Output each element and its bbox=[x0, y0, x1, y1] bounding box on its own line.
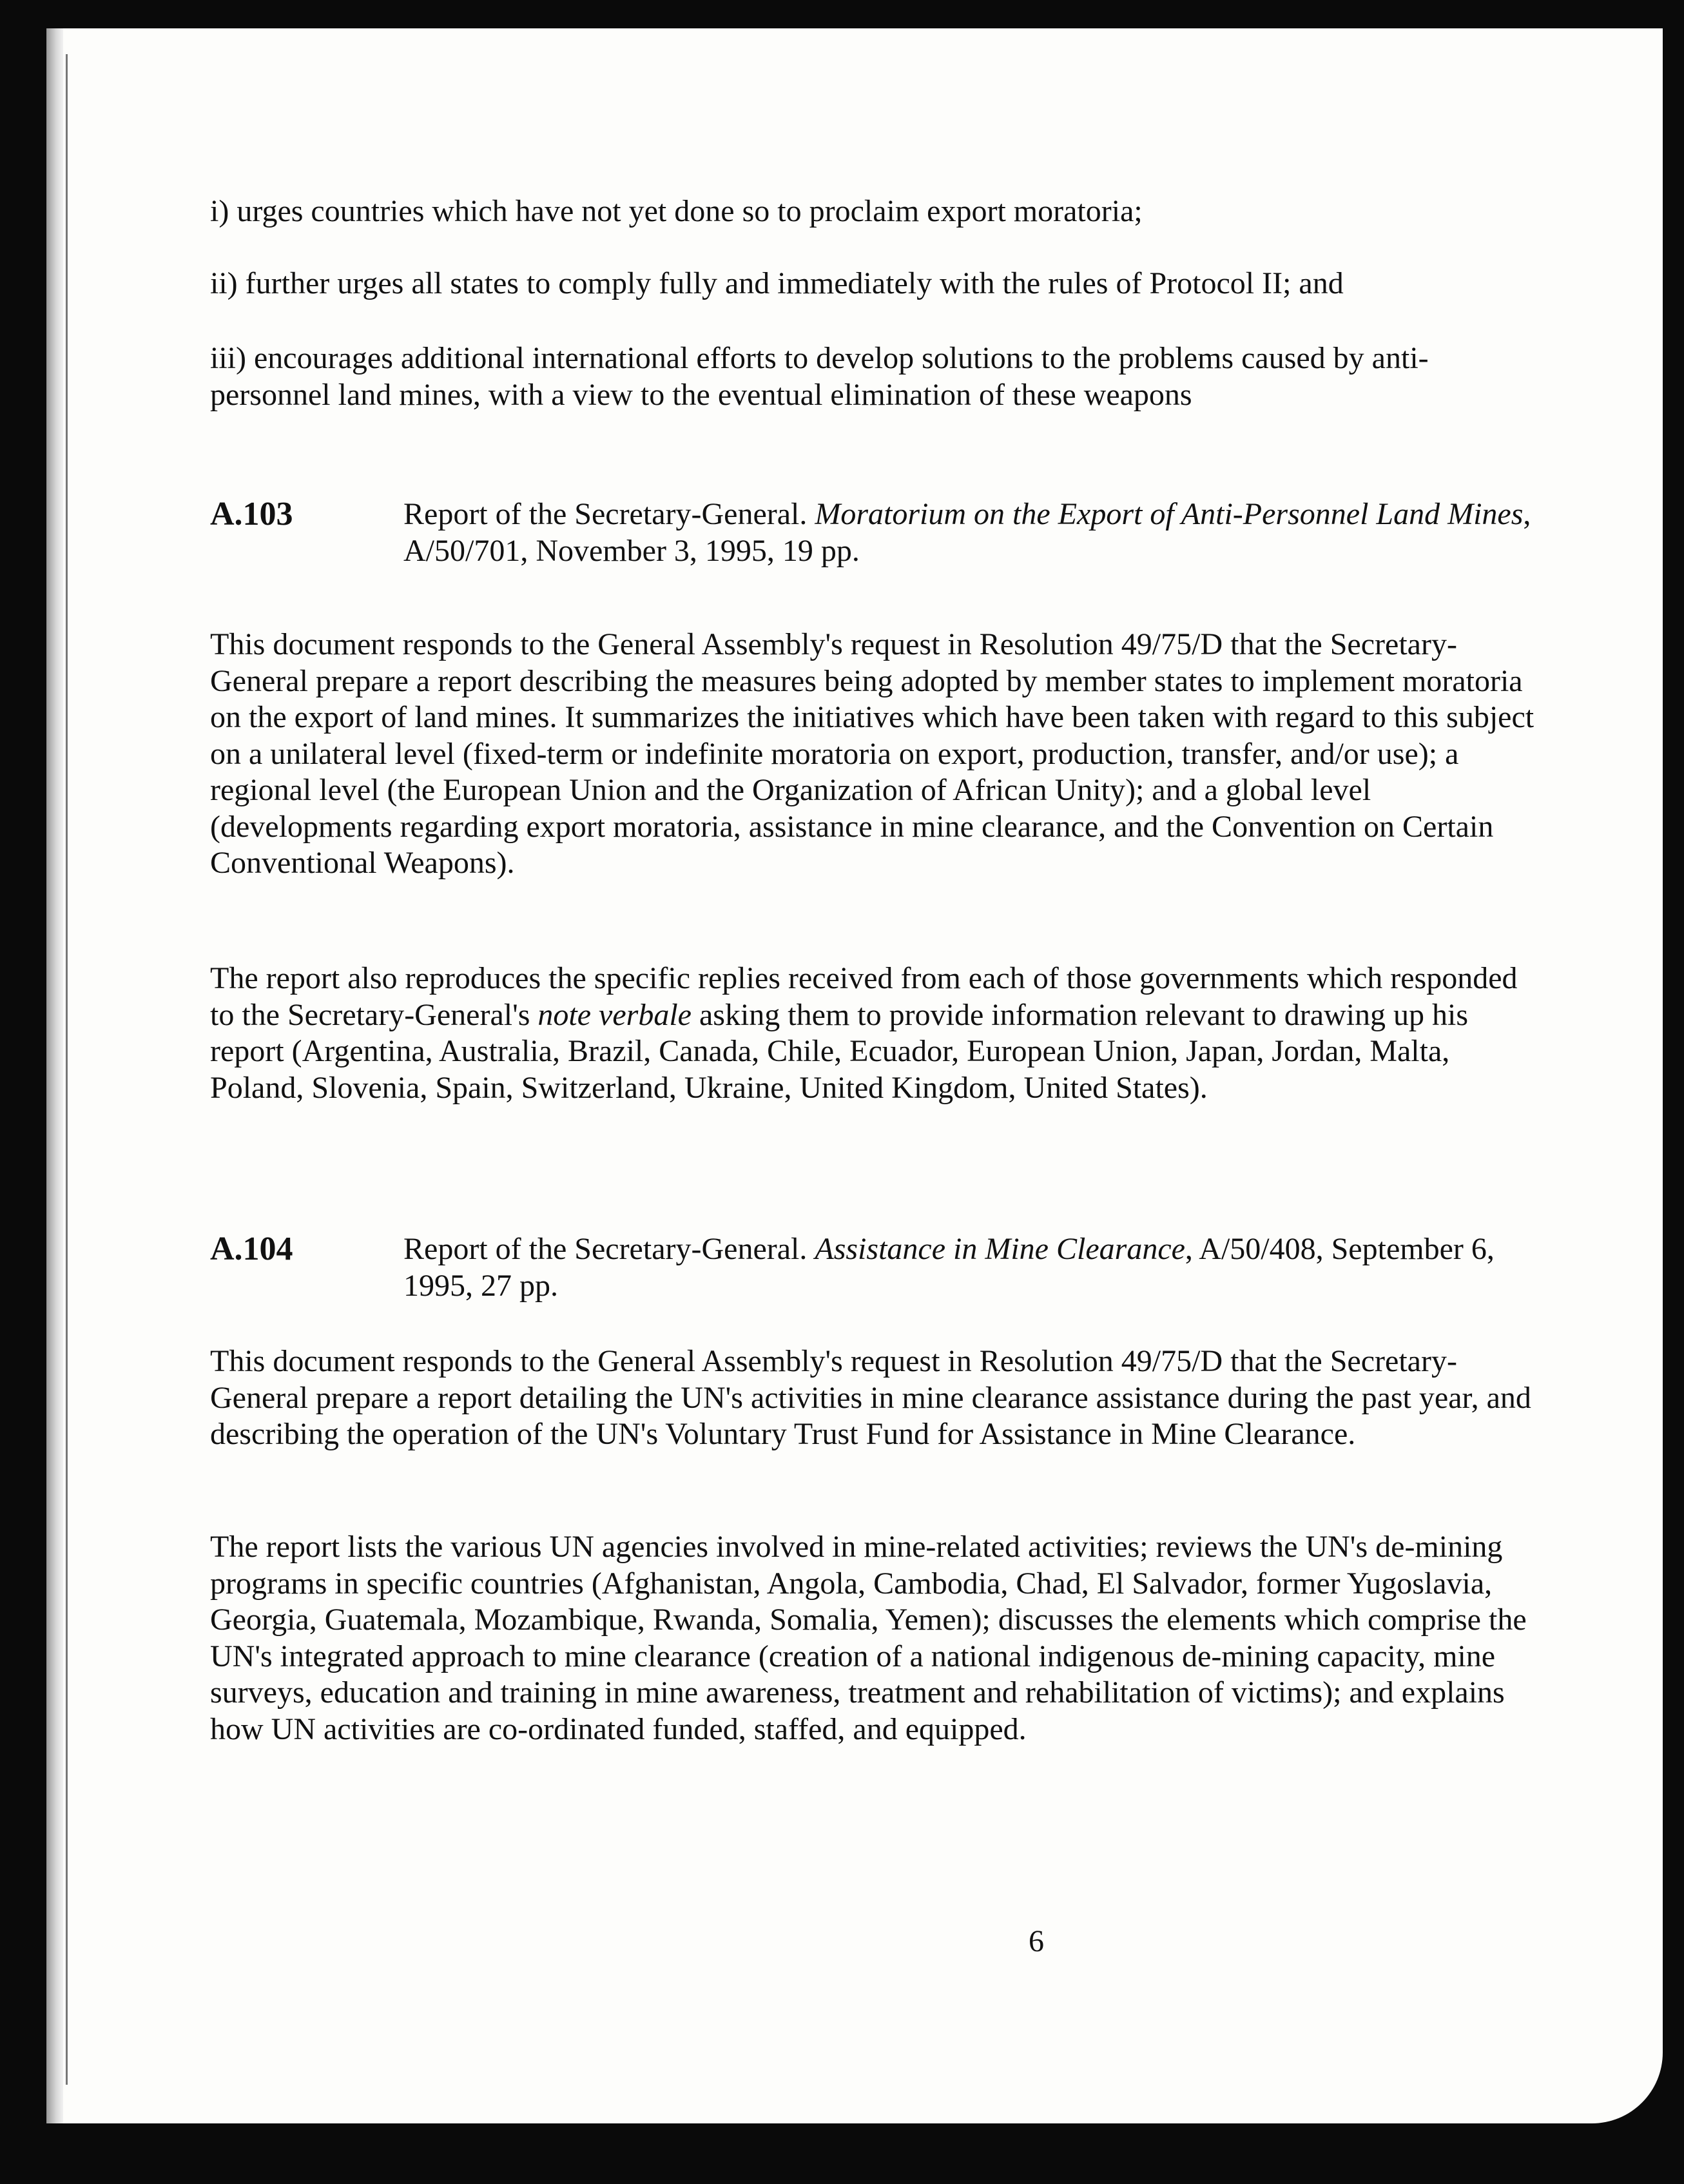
entry-heading-prefix: Report of the Secretary-General. bbox=[403, 497, 815, 531]
entry-heading-suffix: , A/50/701, November 3, 1995, 19 pp. bbox=[403, 497, 1531, 568]
resolution-point-iii: iii) encourages additional international efforts to develop solutions to the problems caused by anti-personnel land mines, with a view to the eventual elimination of these weapons bbox=[210, 341, 1429, 412]
entry-summary-paragraph: This document responds to the General Assembly's request in Resolution 49/75/D that the Secretary-General prepare a report describing the measures being adopted by member states to implement moratoria on the export of land mines. It summarizes the initiatives which have been taken with regard to this subject on a unilateral level (fixed-term or indefinite moratoria on export, production, transfer, and/or use); a regional level (the European Union and the Organization of African Unity); and a global level (developments regarding export moratoria, assistance in mine clearance, and the Convention on Certain Conventional Weapons). bbox=[210, 627, 1534, 880]
resolution-point-i: i) urges countries which have not yet done so to proclaim export moratoria; bbox=[210, 194, 1143, 228]
entry-id: A.103 bbox=[210, 496, 293, 532]
entry-heading-prefix: Report of the Secretary-General. bbox=[403, 1232, 815, 1266]
entry-replies-paragraph bbox=[210, 960, 1538, 1106]
binding-edge-line bbox=[66, 54, 68, 2085]
paragraph-text: asking them to provide information relevant to drawing up his report (Argentina, Australia, Brazil, Canada, Chile, Ecuador, European Union, Japan, Jordan, Malta, Poland, Slovenia, Spain, Switzerland, Ukraine, United Kingdom, United States). bbox=[210, 997, 1469, 1105]
entry-heading-title: Moratorium on the Export of Anti-Personnel Land Mines bbox=[815, 497, 1524, 531]
paragraph-italic-term: note verbale bbox=[537, 997, 692, 1032]
entry-heading-suffix: , A/50/408, September 6, 1995, 27 pp. bbox=[403, 1232, 1495, 1303]
entry-id: A.104 bbox=[210, 1231, 293, 1267]
resolution-point-ii: ii) further urges all states to comply fully and immediately with the rules of Protocol II; and bbox=[210, 266, 1344, 300]
entry-heading bbox=[403, 496, 1538, 569]
entry-details-paragraph: The report lists the various UN agencies involved in mine-related activities; reviews the UN's de-mining programs in specific countries (Afghanistan, Angola, Cambodia, Chad, El Salvador, former Yugoslavia, Georgia, Guatemala, Mozambique, Rwanda, Somalia, Yemen); discusses the elements which comprise the UN's integrated approach to mine clearance (creation of a national indigenous de-mining capacity, mine surveys, education and training in mine awareness, treatment and rehabilitation of victims); and explains how UN activities are co-ordinated funded, staffed, and equipped. bbox=[210, 1530, 1527, 1746]
entry-heading bbox=[403, 1231, 1538, 1304]
entry-heading-title: Assistance in Mine Clearance bbox=[815, 1232, 1185, 1266]
paragraph-text: The report also reproduces the specific replies received from each of those governments which responded to the Secretary-General's bbox=[210, 961, 1518, 1032]
scan-edge-shadow bbox=[46, 28, 63, 2123]
page-number: 6 bbox=[1029, 1924, 1044, 1958]
entry-summary-paragraph: This document responds to the General Assembly's request in Resolution 49/75/D that the Secretary-General prepare a report detailing the UN's activities in mine clearance assistance during the past year, and describing the operation of the UN's Voluntary Trust Fund for Assistance in Mine Clearance. bbox=[210, 1344, 1531, 1451]
document-page bbox=[46, 28, 1663, 2123]
